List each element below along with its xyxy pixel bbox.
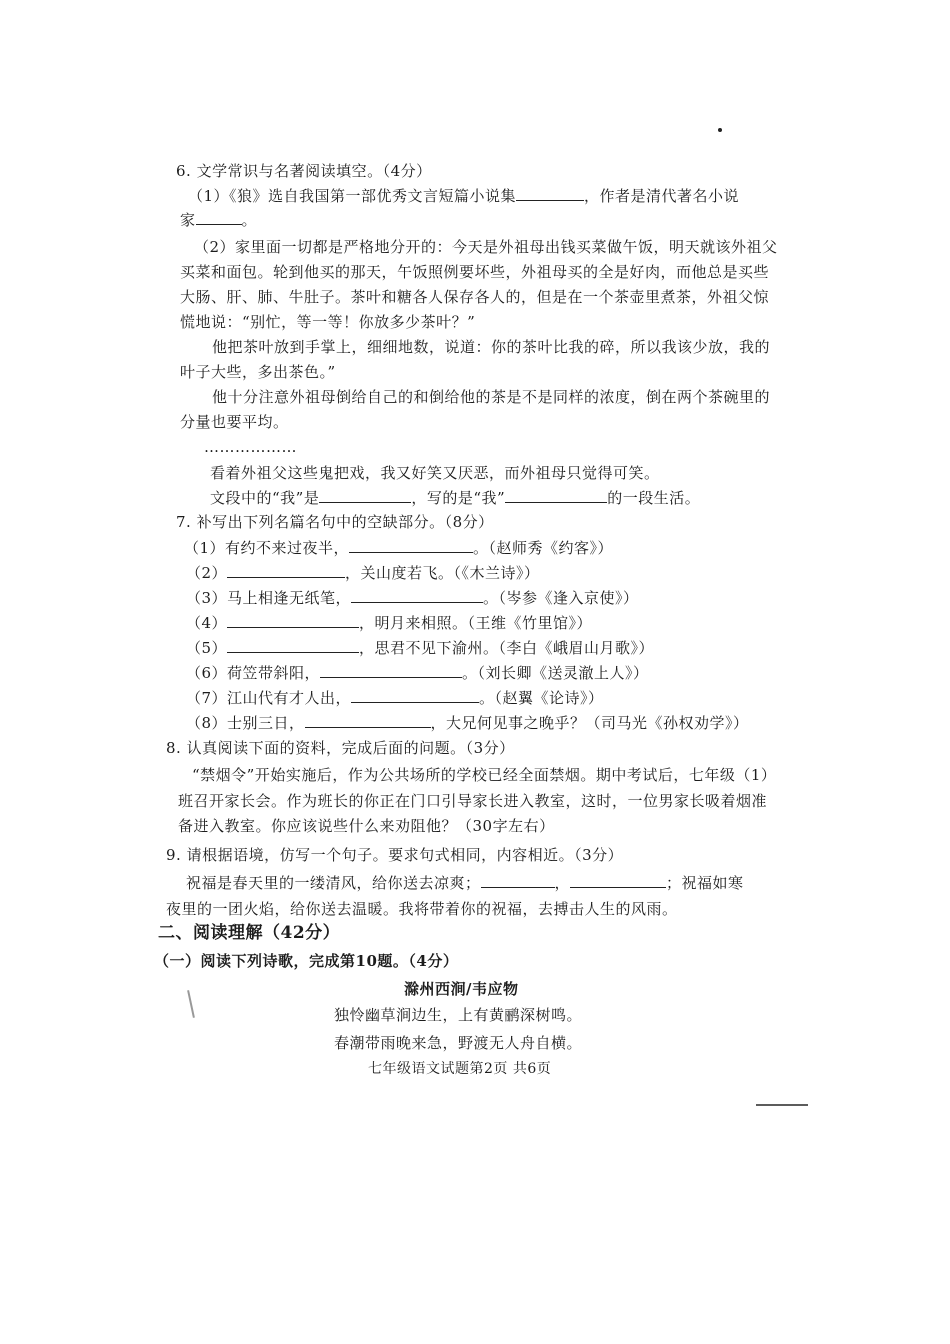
q7-item-suffix: ，思君不见下渝州。（李白《峨眉山月歌》） bbox=[359, 639, 655, 657]
q7-item-suffix: ，大兄何见事之晚乎？（司马光《孙权劝学》） bbox=[430, 714, 749, 732]
q7-item-prefix: （3）马上相逢无纸笔， bbox=[186, 589, 352, 607]
q7-item-suffix: 。（赵师秀《约客》） bbox=[473, 539, 614, 557]
q6-blank-author[interactable] bbox=[196, 210, 242, 225]
q7-item-prefix: （7）江山代有才人出， bbox=[186, 689, 352, 707]
q6-passage-line: 慌地说：“别忙，等一等！你放多少茶叶？” bbox=[180, 313, 476, 331]
q7-item-prefix: （6）荷笠带斜阳， bbox=[186, 664, 321, 682]
q8-material-line: 班召开家长会。作为班长的你正在门口引导家长进入教室，这时，一位男家长吸着烟准 bbox=[178, 792, 768, 810]
q7-item-prefix: （5） bbox=[186, 639, 228, 657]
q6-part1-text-c: 家 bbox=[180, 211, 196, 229]
q6-question-line bbox=[210, 487, 700, 509]
q9-line2: 夜里的一团火焰，给你送去温暖。我将带着你的祝福，去搏击人生的风雨。 bbox=[166, 900, 678, 918]
q6-passage-line: 大肠、肝、肺、牛肚子。茶叶和糖各人保存各人的，但是在一个茶壶里煮茶，外祖父惊 bbox=[180, 288, 770, 306]
q6-passage-line: 他把茶叶放到手掌上，细细地数，说道：你的茶叶比我的碎，所以我该少放，我的 bbox=[212, 338, 771, 356]
q6-passage-line: 叶子大些，多出茶色。” bbox=[180, 363, 336, 381]
q6-passage-ellipsis: ……………… bbox=[204, 438, 297, 456]
q6-passage-line: 分量也要平均。 bbox=[180, 413, 289, 431]
q7-blank[interactable] bbox=[305, 713, 431, 728]
q9-text-a: 祝福是春天里的一缕清风，给你送去凉爽； bbox=[186, 874, 481, 892]
q7-item-suffix: 。（刘长卿《送灵澈上人》） bbox=[462, 664, 649, 682]
q7-item-suffix: ，明月来相照。（王维《竹里馆》） bbox=[359, 614, 593, 632]
q7-blank[interactable] bbox=[320, 663, 462, 678]
poem-line: 春潮带雨晚来急，野渡无人舟自横。 bbox=[334, 1034, 583, 1052]
q7-item bbox=[186, 662, 649, 684]
q7-item-prefix: （4） bbox=[186, 614, 228, 632]
q7-blank[interactable] bbox=[351, 588, 483, 603]
q9-line1 bbox=[186, 872, 744, 894]
poem-line: 独怜幽草涧边生，上有黄鹂深树鸣。 bbox=[334, 1006, 583, 1024]
q7-blank[interactable] bbox=[227, 563, 345, 578]
q8-title: 8. 认真阅读下面的资料，完成后面的问题。（3分） bbox=[166, 739, 515, 757]
q6-part1-line2 bbox=[180, 209, 257, 231]
q7-item-prefix: （2） bbox=[186, 564, 228, 582]
q6-part1-text-a: （1）《狼》选自我国第一部优秀文言短篇小说集 bbox=[188, 187, 517, 205]
poem-title: 滁州西涧/韦应物 bbox=[404, 980, 519, 998]
q7-item bbox=[186, 612, 592, 634]
q6-passage-line: 买菜和面包。轮到他买的那天，午饭照例要坏些，外祖母买的全是好肉，而他总是买些 bbox=[180, 263, 770, 281]
section-2-subsection: （一）阅读下列诗歌，完成第10题。（4分） bbox=[154, 952, 459, 970]
q9-text-c: ；祝福如寒 bbox=[666, 874, 744, 892]
q7-blank[interactable] bbox=[351, 688, 479, 703]
q9-blank-2[interactable] bbox=[570, 873, 666, 888]
q7-item-suffix: 。（岑参《逢入京使》） bbox=[483, 589, 639, 607]
q8-material-line: 备进入教室。你应该说些什么来劝阻他？（30字左右） bbox=[178, 817, 555, 835]
q7-item bbox=[186, 562, 540, 584]
q6-blank-period[interactable] bbox=[505, 488, 607, 503]
page-footer: 七年级语文试题第2页 共6页 bbox=[368, 1061, 552, 1077]
q9-text-b: ， bbox=[554, 874, 571, 892]
q6-blank-collection[interactable] bbox=[516, 186, 584, 201]
q6-title: 6. 文学常识与名著阅读填空。（4分） bbox=[176, 162, 432, 180]
q6-part1-text-d: 。 bbox=[241, 211, 258, 229]
q9-title: 9. 请根据语境，仿写一个句子。要求句式相同，内容相近。（3分） bbox=[166, 846, 624, 864]
q6-question-text-a: 文段中的“我”是 bbox=[210, 489, 320, 507]
q7-item-prefix: （8）士别三日， bbox=[186, 714, 305, 732]
q7-item-suffix: ，关山度若飞。（《木兰诗》） bbox=[345, 564, 540, 582]
scan-margin-mark bbox=[187, 990, 195, 1018]
q6-passage-line: 他十分注意外祖母倒给自己的和倒给他的茶是不是同样的浓度，倒在两个茶碗里的 bbox=[212, 388, 771, 406]
q6-passage-line: 看着外祖父这些鬼把戏，我又好笑又厌恶，而外祖母只觉得可笑。 bbox=[210, 464, 660, 482]
q6-passage-line: （2）家里面一切都是严格地分开的：今天是外祖母出钱买菜做午饭，明天就该外祖父 bbox=[194, 238, 778, 256]
q7-title: 7. 补写出下列名篇名句中的空缺部分。（8分） bbox=[176, 513, 494, 531]
q8-material-line: “禁烟令”开始实施后，作为公共场所的学校已经全面禁烟。期中考试后，七年级（1） bbox=[192, 766, 777, 784]
q7-item bbox=[186, 712, 749, 734]
q7-item bbox=[186, 637, 654, 659]
q7-blank[interactable] bbox=[349, 538, 473, 553]
q6-blank-who[interactable] bbox=[319, 488, 411, 503]
scan-edge-line bbox=[756, 1104, 808, 1106]
q9-blank-1[interactable] bbox=[481, 873, 555, 888]
q7-item bbox=[184, 537, 613, 559]
q7-item-suffix: 。（赵翼《论诗》） bbox=[479, 689, 604, 707]
q6-question-text-b: ，写的是“我” bbox=[411, 489, 506, 507]
section-2-title: 二、阅读理解（42分） bbox=[158, 923, 341, 943]
q7-blank[interactable] bbox=[227, 638, 359, 653]
q7-item bbox=[186, 587, 639, 609]
q6-question-text-c: 的一段生活。 bbox=[607, 489, 701, 507]
q6-part1-text-b: ，作者是清代著名小说 bbox=[584, 187, 740, 205]
scan-speck bbox=[718, 128, 722, 132]
q7-item-prefix: （1）有约不来过夜半， bbox=[184, 539, 350, 557]
q6-part1-line1 bbox=[188, 185, 739, 207]
q7-blank[interactable] bbox=[227, 613, 359, 628]
q7-item bbox=[186, 687, 604, 709]
